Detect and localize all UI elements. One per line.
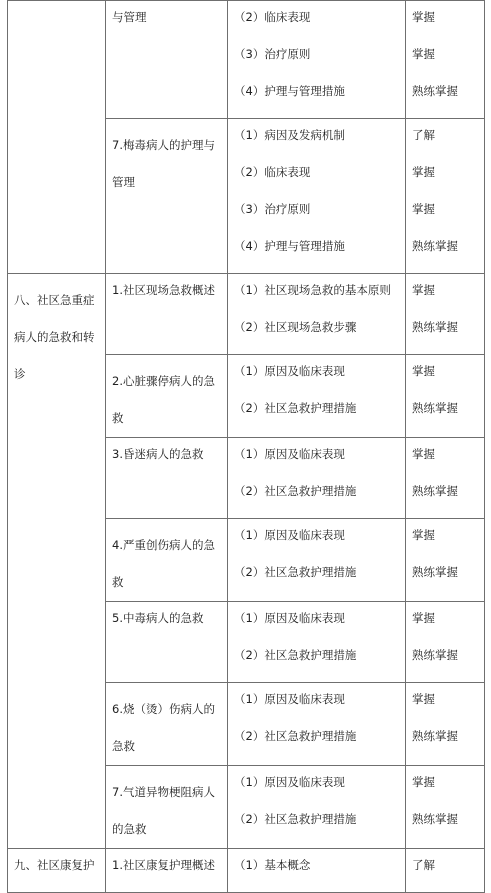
topic-cell bbox=[106, 355, 228, 438]
level-label: 掌握 bbox=[412, 775, 435, 789]
topic-cell bbox=[106, 766, 228, 849]
topic-cell bbox=[106, 1, 228, 119]
level-label: 掌握 bbox=[412, 283, 435, 297]
level-label: 掌握 bbox=[412, 611, 435, 625]
items-cell bbox=[228, 519, 406, 602]
topic-label: 与管理 bbox=[112, 10, 147, 24]
unit-cell bbox=[8, 1, 106, 274]
unit-cell bbox=[8, 274, 106, 849]
topic-label: 6.烧（烫）伤病人的急救 bbox=[112, 702, 215, 753]
topic-label: 1.社区康复护理概述 bbox=[112, 858, 215, 872]
topic-label: 1.社区现场急救概述 bbox=[112, 283, 215, 297]
topic-label: 7.梅毒病人的护理与管理 bbox=[112, 138, 215, 189]
items-cell bbox=[228, 849, 406, 893]
content-item: （2）社区现场急救步骤 bbox=[234, 320, 357, 334]
unit-label: 八、社区急重症病人的急救和转诊 bbox=[14, 293, 95, 381]
content-item: （1）原因及临床表现 bbox=[234, 692, 345, 706]
unit-cell bbox=[8, 849, 106, 893]
level-label: 熟练掌握 bbox=[412, 320, 458, 334]
levels-cell bbox=[406, 602, 485, 683]
content-item: （2）社区急救护理措施 bbox=[234, 812, 357, 826]
topic-cell bbox=[106, 519, 228, 602]
level-label: 掌握 bbox=[412, 165, 435, 179]
content-item: （2）社区急救护理措施 bbox=[234, 484, 357, 498]
content-item: （4）护理与管理措施 bbox=[234, 84, 345, 98]
unit-label bbox=[8, 1, 105, 9]
table-row bbox=[8, 274, 485, 355]
topic-label: 4.严重创伤病人的急救 bbox=[112, 538, 215, 589]
level-label: 掌握 bbox=[412, 528, 435, 542]
content-item: （1）原因及临床表现 bbox=[234, 611, 345, 625]
topic-cell bbox=[106, 683, 228, 766]
level-label: 熟练掌握 bbox=[412, 648, 458, 662]
content-item: （3）治疗原则 bbox=[234, 47, 311, 61]
content-item: （2）社区急救护理措施 bbox=[234, 565, 357, 579]
content-item: （1）原因及临床表现 bbox=[234, 364, 345, 378]
levels-cell bbox=[406, 1, 485, 119]
content-item: （2）社区急救护理措施 bbox=[234, 401, 357, 415]
items-cell bbox=[228, 274, 406, 355]
topic-label: 2.心脏骤停病人的急救 bbox=[112, 374, 215, 425]
topic-cell bbox=[106, 274, 228, 355]
topic-cell bbox=[106, 602, 228, 683]
content-item: （2）社区急救护理措施 bbox=[234, 648, 357, 662]
topic-cell bbox=[106, 438, 228, 519]
content-item: （1）原因及临床表现 bbox=[234, 447, 345, 461]
levels-cell bbox=[406, 519, 485, 602]
items-cell bbox=[228, 602, 406, 683]
levels-cell bbox=[406, 355, 485, 438]
table-row bbox=[8, 1, 485, 119]
content-item: （1）原因及临床表现 bbox=[234, 775, 345, 789]
level-label: 掌握 bbox=[412, 447, 435, 461]
levels-cell bbox=[406, 849, 485, 893]
level-label: 掌握 bbox=[412, 202, 435, 216]
content-item: （1）基本概念 bbox=[234, 858, 311, 872]
level-label: 掌握 bbox=[412, 10, 435, 24]
topic-cell bbox=[106, 119, 228, 274]
syllabus-table bbox=[7, 0, 485, 893]
table-row bbox=[8, 849, 485, 893]
items-cell bbox=[228, 438, 406, 519]
level-label: 了解 bbox=[412, 858, 435, 872]
level-label: 掌握 bbox=[412, 364, 435, 378]
items-cell bbox=[228, 683, 406, 766]
level-label: 掌握 bbox=[412, 47, 435, 61]
level-label: 熟练掌握 bbox=[412, 812, 458, 826]
content-item: （1）社区现场急救的基本原则 bbox=[234, 283, 391, 297]
level-label: 熟练掌握 bbox=[412, 729, 458, 743]
levels-cell bbox=[406, 438, 485, 519]
levels-cell bbox=[406, 683, 485, 766]
content-item: （4）护理与管理措施 bbox=[234, 239, 345, 253]
content-item: （1）原因及临床表现 bbox=[234, 528, 345, 542]
syllabus-sheet bbox=[7, 0, 484, 872]
topic-label: 7.气道异物梗阻病人的急救 bbox=[112, 785, 215, 836]
level-label: 熟练掌握 bbox=[412, 401, 458, 415]
topic-label: 5.中毒病人的急救 bbox=[112, 611, 204, 625]
items-cell bbox=[228, 766, 406, 849]
content-item: （3）治疗原则 bbox=[234, 202, 311, 216]
topic-cell bbox=[106, 849, 228, 893]
level-label: 熟练掌握 bbox=[412, 565, 458, 579]
items-cell bbox=[228, 355, 406, 438]
content-item: （1）病因及发病机制 bbox=[234, 128, 345, 142]
level-label: 熟练掌握 bbox=[412, 484, 458, 498]
levels-cell bbox=[406, 119, 485, 274]
content-item: （2）社区急救护理措施 bbox=[234, 729, 357, 743]
level-label: 熟练掌握 bbox=[412, 84, 458, 98]
content-item: （2）临床表现 bbox=[234, 10, 311, 24]
unit-label: 九、社区康复护 bbox=[14, 858, 95, 872]
level-label: 了解 bbox=[412, 128, 435, 142]
level-label: 熟练掌握 bbox=[412, 239, 458, 253]
items-cell bbox=[228, 119, 406, 274]
levels-cell bbox=[406, 766, 485, 849]
items-cell bbox=[228, 1, 406, 119]
levels-cell bbox=[406, 274, 485, 355]
level-label: 掌握 bbox=[412, 692, 435, 706]
content-item: （2）临床表现 bbox=[234, 165, 311, 179]
topic-label: 3.昏迷病人的急救 bbox=[112, 447, 204, 461]
